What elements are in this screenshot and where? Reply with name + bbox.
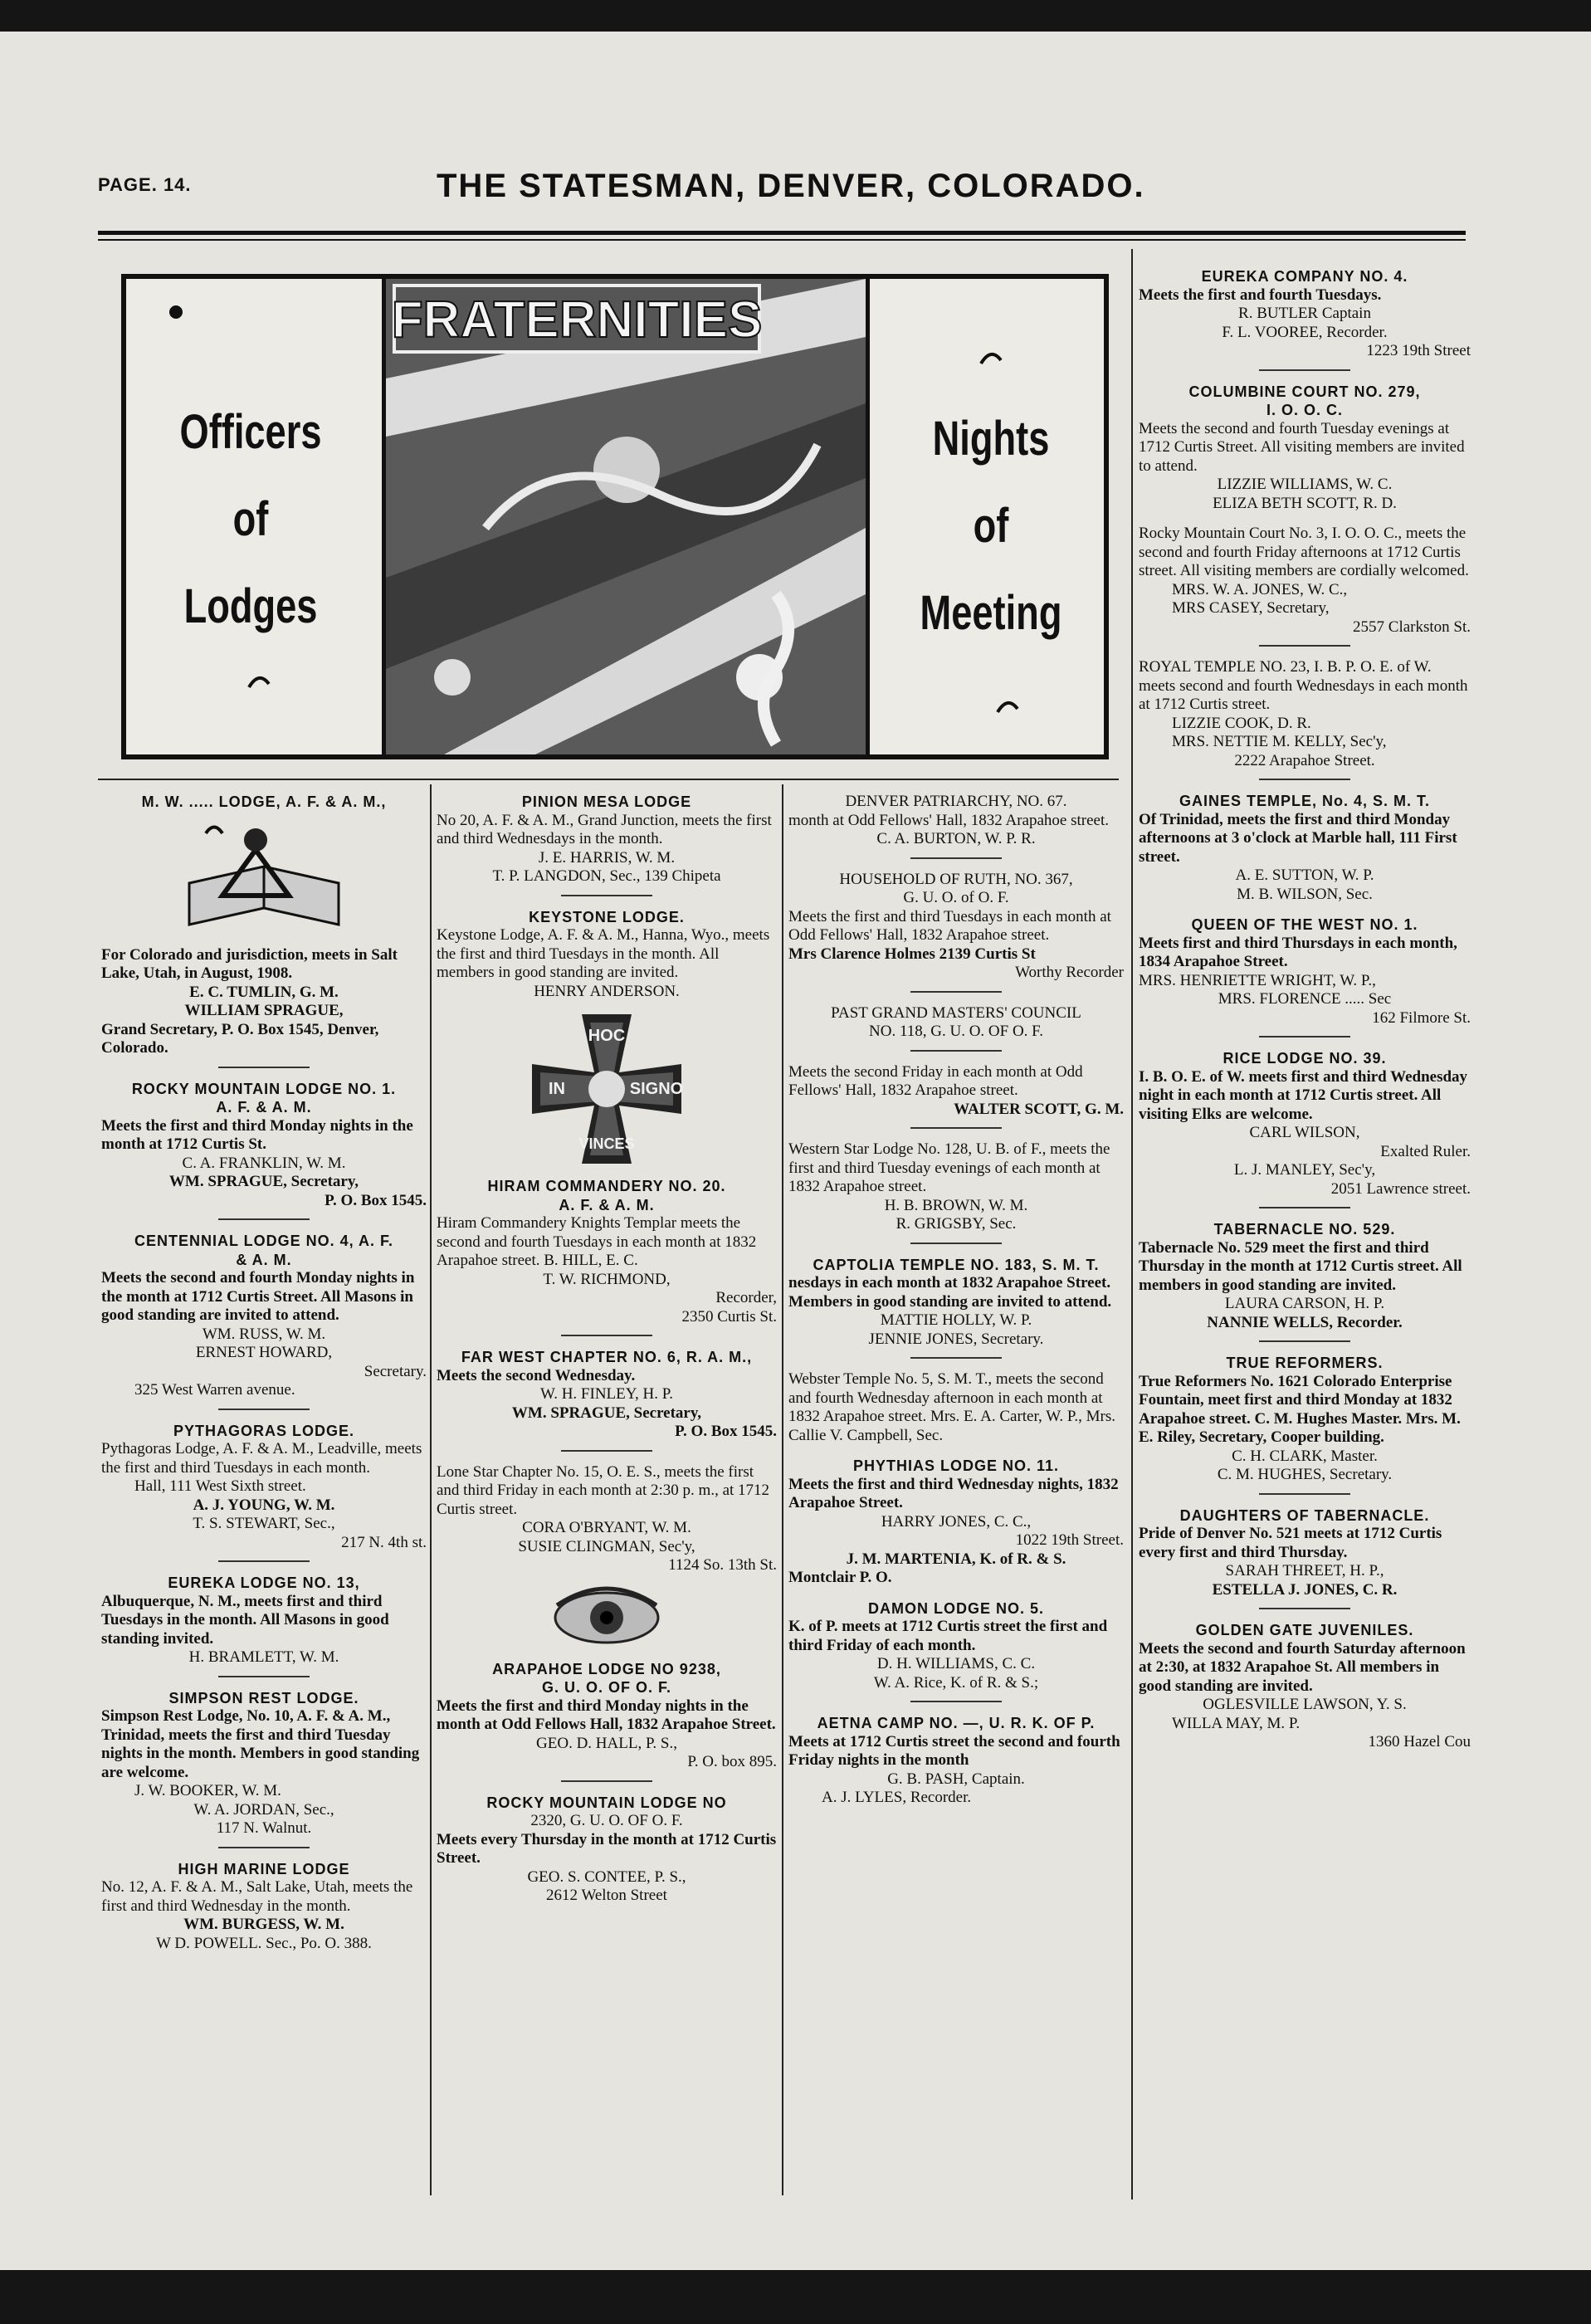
- lodge-heading: FAR WEST CHAPTER NO. 6, R. A. M.,: [461, 1349, 753, 1365]
- officer-line: PAST GRAND MASTERS' COUNCIL: [831, 1003, 1081, 1022]
- officer-line: F. L. VOOREE, Recorder.: [1222, 323, 1388, 341]
- meeting-notice: ROYAL TEMPLE NO. 23, I. B. P. O. E. of W. meets second and fourth Wednesdays in each month at 1712 Curtis street.: [1139, 658, 1468, 713]
- lodge-heading: ROCKY MOUNTAIN LODGE NO. 1.: [131, 1080, 397, 1097]
- officer-line: CORA O'BRYANT, W. M.: [522, 1519, 691, 1536]
- officer-line: E. C. TUMLIN, G. M.: [189, 983, 339, 1001]
- meeting-notice: Meets the second Wednesday.: [437, 1366, 636, 1384]
- section-divider: [561, 895, 652, 896]
- meeting-notice: MRS. HENRIETTE WRIGHT, W. P.,: [1139, 971, 1376, 989]
- officer-line: H. B. BROWN, W. M.: [884, 1196, 1028, 1214]
- meeting-notice: Meets the first and third Monday nights in the month at 1712 Curtis St.: [101, 1116, 413, 1153]
- lodge-heading: COLUMBINE COURT NO. 279,: [1188, 383, 1421, 400]
- meeting-notice: Lone Star Chapter No. 15, O. E. S., meets the first and third Friday in each month at 2:30 p. m., at 1712 Curtis street.: [437, 1462, 770, 1518]
- banner-left-line-1: Officers: [179, 405, 322, 459]
- officer-line: M. B. WILSON, Sec.: [1237, 885, 1373, 903]
- meeting-notice: MRS. NETTIE M. KELLY, Sec'y,: [1172, 733, 1387, 750]
- cross-motto-left: IN: [549, 1080, 565, 1098]
- lodge-heading: TRUE REFORMERS.: [1226, 1355, 1384, 1371]
- officer-line: C. A. FRANKLIN, W. M.: [182, 1154, 346, 1172]
- lodge-heading: AETNA CAMP NO. —, U. R. K. OF P.: [817, 1715, 1096, 1731]
- meeting-notice: Rocky Mountain Court No. 3, I. O. O. C., meets the second and fourth Friday afternoons at 1712 Curtis street. All visiting members are cordially welcomed.: [1139, 525, 1469, 579]
- meeting-notice: Pythagoras Lodge, A. F. & A. M., Leadville, meets the first and third Tuesdays in each month.: [101, 1440, 422, 1477]
- column-4: [1139, 267, 1471, 1752]
- address-line: 2350 Curtis St.: [681, 1307, 777, 1326]
- column-2: [437, 793, 777, 1906]
- lodge-heading: GAINES TEMPLE, No. 4, S. M. T.: [1179, 793, 1431, 809]
- officer-line: HARRY JONES, C. C.,: [881, 1512, 1032, 1531]
- lodge-heading: CAPTOLIA TEMPLE NO. 183, S. M. T.: [813, 1256, 1100, 1273]
- lodge-heading: PINION MESA LODGE: [521, 793, 692, 810]
- column-rule: [430, 784, 432, 2195]
- officer-line: W. A. JORDAN, Sec.,: [193, 1800, 334, 1819]
- section-divider: [910, 1701, 1002, 1702]
- meeting-notice: MRS CASEY, Secretary,: [1172, 599, 1330, 617]
- section-gap: [1139, 513, 1471, 525]
- officer-line: WM. BURGESS, W. M.: [183, 1916, 344, 1933]
- banner-left-line-2: of: [232, 492, 269, 546]
- lodge-heading: DAMON LODGE NO. 5.: [867, 1599, 1044, 1617]
- banner-right-panel: [866, 279, 1115, 754]
- meeting-notice: K. of P. meets at 1712 Curtis street the first and third Friday of each month.: [788, 1618, 1108, 1654]
- officer-line: WM. RUSS, W. M.: [202, 1325, 326, 1343]
- meeting-notice: Western Star Lodge No. 128, U. B. of F., meets the first and third Tuesday evenings of each month at 1832 Arapahoe street.: [788, 1140, 1110, 1195]
- meeting-notice: No 20, A. F. & A. M., Grand Junction, meets the first and third Wednesdays in the month.: [437, 811, 772, 847]
- officer-line: W. A. Rice, K. of R. & S.;: [873, 1673, 1039, 1692]
- meeting-notice: No. 12, A. F. & A. M., Salt Lake, Utah, meets the first and third Wednesday in the month.: [101, 1878, 413, 1915]
- officer-line: T. P. LANGDON, Sec., 139 Chipeta: [492, 867, 721, 885]
- meeting-notice: True Reformers No. 1621 Colorado Enterprise Fountain, meet first and third Monday at 1832 Arapahoe street. C. M. Hughes Master. Mrs. M. E. Riley, Secretary, Cooper building.: [1139, 1372, 1461, 1446]
- all-seeing-eye-icon: [544, 1580, 669, 1655]
- officer-line: MATTIE HOLLY, W. P.: [880, 1311, 1032, 1329]
- page-header: [98, 168, 1467, 211]
- officer-line: OGLESVILLE LAWSON, Y. S.: [1203, 1696, 1407, 1713]
- section-divider: [1259, 1493, 1350, 1495]
- address-line: 162 Filmore St.: [1372, 1008, 1471, 1027]
- lodge-heading: A. F. & A. M.: [216, 1099, 312, 1116]
- meeting-notice: Mrs Clarence Holmes 2139 Curtis St: [788, 945, 1036, 963]
- meeting-notice: J. W. BOOKER, W. M.: [134, 1782, 281, 1799]
- officer-line: DENVER PATRIARCHY, NO. 67.: [845, 793, 1067, 810]
- cross-motto-bottom: VINCES: [578, 1135, 635, 1152]
- officer-line: 2320, G. U. O. OF O. F.: [530, 1812, 683, 1829]
- meeting-notice: WILLA MAY, M. P.: [1172, 1714, 1301, 1732]
- lodge-heading: PYTHAGORAS LODGE.: [173, 1422, 354, 1439]
- lodge-heading: HIRAM COMMANDERY NO. 20.: [487, 1178, 726, 1194]
- officer-line: WILLIAM SPRAGUE,: [184, 1002, 344, 1019]
- officer-line: WM. SPRAGUE, Secretary,: [168, 1173, 359, 1190]
- address-line: 1360 Hazel Cou: [1368, 1733, 1471, 1750]
- banner-right-line-1: Nights: [932, 412, 1050, 466]
- section-divider: [910, 1357, 1002, 1359]
- templar-cross-icon: [524, 1006, 690, 1172]
- officer-line: J. M. MARTENIA, K. of R. & S.: [846, 1550, 1066, 1568]
- meeting-notice: Meets the first and fourth Tuesdays.: [1139, 286, 1382, 304]
- officer-line: HOUSEHOLD OF RUTH, NO. 367,: [839, 870, 1073, 888]
- address-line: 1124 So. 13th St.: [668, 1556, 777, 1574]
- meeting-notice: Hiram Commandery Knights Templar meets the second and fourth Tuesdays in each month at 1832 Arapahoe street. B. HILL, E. C.: [437, 1214, 757, 1269]
- lodge-heading: CENTENNIAL LODGE NO. 4, A. F.: [134, 1233, 394, 1249]
- meeting-notice: Grand Secretary, P. O. Box 1545, Denver, Colorado.: [101, 1020, 379, 1057]
- lodge-heading: EUREKA LODGE NO. 13,: [168, 1575, 360, 1591]
- officer-line: G. U. O. of O. F.: [903, 889, 1009, 906]
- officer-line: R. BUTLER Captain: [1238, 305, 1371, 322]
- officer-line: C. M. HUGHES, Secretary.: [1217, 1466, 1393, 1483]
- address-line: 1022 19th Street.: [1015, 1531, 1124, 1549]
- section-divider: [910, 1050, 1002, 1052]
- page-number: PAGE. 14.: [98, 174, 192, 195]
- officer-line: C. A. BURTON, W. P. R.: [876, 830, 1036, 847]
- address-line: WALTER SCOTT, G. M.: [954, 1100, 1124, 1118]
- officer-line: NANNIE WELLS, Recorder.: [1207, 1313, 1403, 1331]
- officer-line: J. E. HARRIS, W. M.: [538, 848, 676, 867]
- section-divider: [561, 1335, 652, 1336]
- lodge-heading: PHYTHIAS LODGE NO. 11.: [852, 1457, 1060, 1474]
- section-divider: [910, 1243, 1002, 1244]
- banner-right-line-3: Meeting: [920, 586, 1062, 640]
- officer-line: L. J. MANLEY, Sec'y,: [1233, 1161, 1376, 1179]
- address-line: 1223 19th Street: [1366, 342, 1471, 359]
- officer-line: ESTELLA J. JONES, C. R.: [1212, 1580, 1398, 1599]
- officer-line: A. E. SUTTON, W. P.: [1235, 867, 1374, 884]
- lodge-heading: GOLDEN GATE JUVENILES.: [1195, 1622, 1414, 1638]
- officer-line: C. H. CLARK, Master.: [1232, 1447, 1378, 1465]
- fraternities-illustration-icon: [386, 279, 866, 754]
- banner-left-line-3: Lodges: [183, 579, 318, 633]
- officer-line: GEO. S. CONTEE, P. S.,: [527, 1868, 686, 1886]
- lodge-heading: KEYSTONE LODGE.: [529, 908, 685, 925]
- meeting-notice: Of Trinidad, meets the first and third Monday afternoons at 3 o'clock at Marble hall, 111 First street.: [1139, 810, 1457, 866]
- section-divider: [218, 1847, 310, 1848]
- address-line: P. O. Box 1545.: [675, 1423, 777, 1440]
- section-divider: [218, 1218, 310, 1220]
- officer-line: LIZZIE WILLIAMS, W. C.: [1217, 476, 1393, 493]
- lodge-heading: SIMPSON REST LODGE.: [168, 1689, 359, 1706]
- column-1: [101, 793, 427, 1953]
- section-divider: [910, 857, 1002, 859]
- meeting-notice: MRS. W. A. JONES, W. C.,: [1172, 580, 1348, 598]
- column-3: [788, 793, 1124, 1808]
- header-rule-thin: [98, 239, 1466, 241]
- flourish-icon: [974, 345, 1008, 370]
- address-line: P. O. Box 1545.: [325, 1191, 427, 1209]
- address-line: 2051 Lawrence street.: [1330, 1179, 1471, 1198]
- meeting-notice: A. J. LYLES, Recorder.: [822, 1789, 972, 1806]
- officer-line: W. H. FINLEY, H. P.: [540, 1385, 673, 1403]
- meeting-notice: Webster Temple No. 5, S. M. T., meets the second and fourth Wednesday afternoon in each month at 1832 Arapahoe street. Mrs. E. A. Carter, W. P., Mrs. Callie V. Campbell, Sec.: [788, 1370, 1115, 1444]
- lodge-heading: ROCKY MOUNTAIN LODGE NO: [486, 1794, 727, 1811]
- banner-right-line-2: of: [973, 499, 1009, 553]
- officer-line: MRS. FLORENCE ..... Sec: [1218, 990, 1392, 1008]
- column-rule: [98, 779, 1119, 780]
- meeting-notice: 325 West Warren avenue.: [134, 1381, 295, 1399]
- section-divider: [910, 991, 1002, 993]
- address-line: Secretary.: [364, 1362, 427, 1380]
- section-gap: [1139, 904, 1471, 915]
- officer-line: H. BRAMLETT, W. M.: [188, 1648, 339, 1666]
- section-divider: [1259, 1608, 1350, 1609]
- officer-line: T. W. RICHMOND,: [543, 1270, 671, 1288]
- meeting-notice: Meets the second and fourth Tuesday evenings at 1712 Curtis Street. All visiting members are invited to attend.: [1139, 419, 1465, 475]
- meeting-notice: Keystone Lodge, A. F. & A. M., Hanna, Wyo., meets the first and third Tuesdays in the month. All members in good standing are invited.: [437, 926, 770, 981]
- banner-center-title: FRATERNITIES: [391, 291, 763, 349]
- cross-motto-right: SIGNO: [629, 1080, 684, 1098]
- officer-line: CARL WILSON,: [1249, 1124, 1360, 1141]
- meeting-notice: Albuquerque, N. M., meets first and third Tuesdays in the month. All Masons in good standing invited.: [101, 1592, 389, 1648]
- section-divider: [1259, 645, 1350, 647]
- meeting-notice: Simpson Rest Lodge, No. 10, A. F. & A. M., Trinidad, meets the first and third Tuesday nights in the month. Members in good standing are welcome.: [101, 1707, 420, 1781]
- officer-line: 2612 Welton Street: [546, 1887, 667, 1904]
- officer-line: A. J. YOUNG, W. M.: [193, 1496, 335, 1514]
- flourish-icon: [991, 694, 1024, 719]
- officer-line: 117 N. Walnut.: [216, 1819, 312, 1837]
- meeting-notice: Meets first and third Thursdays in each month, 1834 Arapahoe Street.: [1139, 934, 1457, 970]
- section-divider: [1259, 779, 1350, 780]
- address-line: Worthy Recorder: [1015, 964, 1124, 981]
- star-ornament-icon: [159, 295, 193, 329]
- lodge-heading: & A. M.: [236, 1251, 292, 1268]
- fraternities-banner: [121, 274, 1109, 759]
- officer-line: LAURA CARSON, H. P.: [1224, 1295, 1385, 1312]
- lodge-heading: HIGH MARINE LODGE: [178, 1860, 350, 1877]
- lodge-heading: G. U. O. OF O. F.: [541, 1679, 671, 1696]
- section-gap: [788, 1588, 1124, 1599]
- address-line: Exalted Ruler.: [1380, 1142, 1471, 1160]
- meeting-notice: For Colorado and jurisdiction, meets in Salt Lake, Utah, in August, 1908.: [101, 945, 398, 982]
- officer-line: NO. 118, G. U. O. OF O. F.: [869, 1023, 1043, 1040]
- address-line: 217 N. 4th st.: [341, 1533, 427, 1551]
- section-divider: [1259, 1340, 1350, 1342]
- meeting-notice: Pride of Denver No. 521 meets at 1712 Curtis every first and third Thursday.: [1139, 1525, 1442, 1561]
- cross-motto-top: HOC: [588, 1027, 626, 1045]
- section-divider: [1259, 1036, 1350, 1038]
- lodge-heading: A. F. & A. M.: [559, 1196, 655, 1213]
- address-line: P. O. box 895.: [687, 1753, 777, 1770]
- section-divider: [1259, 1207, 1350, 1208]
- officer-line: W D. POWELL. Sec., Po. O. 388.: [156, 1934, 372, 1952]
- officer-line: ERNEST HOWARD,: [195, 1344, 333, 1361]
- address-line: Recorder,: [715, 1289, 777, 1306]
- lodge-heading: TABERNACLE NO. 529.: [1213, 1221, 1396, 1238]
- officer-line: ELIZA BETH SCOTT, R. D.: [1213, 494, 1397, 512]
- lodge-heading: RICE LODGE NO. 39.: [1223, 1050, 1387, 1067]
- header-rule: [98, 231, 1466, 235]
- column-rule: [1131, 249, 1133, 2200]
- section-divider: [910, 1127, 1002, 1129]
- section-divider: [218, 1409, 310, 1410]
- section-divider: [1259, 369, 1350, 371]
- lodge-heading: EUREKA COMPANY NO. 4.: [1201, 268, 1408, 285]
- officer-line: JENNIE JONES, Secretary.: [868, 1330, 1044, 1348]
- officer-line: WM. SPRAGUE, Secretary,: [511, 1404, 702, 1422]
- lodge-heading: M. W. ..... LODGE, A. F. & A. M.,: [141, 793, 387, 810]
- section-divider: [561, 1780, 652, 1782]
- officer-line: SARAH THREET, H. P.,: [1225, 1562, 1384, 1579]
- meeting-notice: Meets the first and third Tuesdays in each month at Odd Fellows' Hall, 1832 Arapahoe street.: [788, 907, 1111, 944]
- meeting-notice: Hall, 111 West Sixth street.: [134, 1477, 306, 1495]
- meeting-notice: Meets the first and third Wednesday nights, 1832 Arapahoe Street.: [788, 1475, 1119, 1511]
- meeting-notice: Meets the second and fourth Monday nights in the month at 1712 Curtis Street. All Masons in good standing are invited to attend.: [101, 1269, 415, 1324]
- lodge-heading: I. O. O. C.: [1266, 402, 1343, 418]
- lodge-heading: QUEEN OF THE WEST NO. 1.: [1191, 916, 1418, 933]
- officer-line: SUSIE CLINGMAN, Sec'y,: [518, 1537, 695, 1555]
- meeting-notice: Tabernacle No. 529 meet the first and third Thursday in the month at 1712 Curtis street. All members in good standing are invited.: [1139, 1238, 1462, 1294]
- meeting-notice: I. B. O. E. of W. meets first and third Wednesday night in each month at 1712 Curtis street. All visiting Elks are welcome.: [1139, 1067, 1468, 1123]
- column-rule: [782, 784, 783, 2195]
- meeting-notice: Meets every Thursday in the month at 1712 Curtis Street.: [437, 1830, 777, 1867]
- meeting-notice: Montclair P. O.: [788, 1569, 892, 1586]
- banner-left-panel: [126, 279, 375, 754]
- meeting-notice: Meets at 1712 Curtis street the second and fourth Friday nights in the month: [788, 1732, 1120, 1769]
- officer-line: T. S. STEWART, Sec.,: [193, 1515, 335, 1532]
- officer-line: GEO. D. HALL, P. S.,: [536, 1734, 677, 1752]
- flourish-icon: [242, 669, 276, 694]
- section-gap: [788, 1445, 1124, 1457]
- lodge-heading: DAUGHTERS OF TABERNACLE.: [1179, 1506, 1430, 1524]
- banner-illustration: [382, 279, 870, 754]
- meeting-notice: month at Odd Fellows' Hall, 1832 Arapahoe street.: [788, 811, 1109, 829]
- meeting-notice: Meets the second and fourth Saturday afternoon at 2:30, at 1832 Arapahoe St. All members in good standing are invited.: [1139, 1639, 1466, 1695]
- address-line: 2557 Clarkston St.: [1353, 618, 1471, 636]
- officer-line: R. GRIGSBY, Sec.: [896, 1215, 1017, 1233]
- meeting-notice: LIZZIE COOK, D. R.: [1172, 714, 1311, 732]
- section-divider: [561, 1450, 652, 1452]
- meeting-notice: Meets the first and third Monday nights in the month at Odd Fellows Hall, 1832 Arapahoe Street.: [437, 1697, 776, 1733]
- officer-line: 2222 Arapahoe Street.: [1234, 751, 1375, 769]
- lodge-heading: ARAPAHOE LODGE NO 9238,: [492, 1660, 721, 1677]
- meeting-notice: nesdays in each month at 1832 Arapahoe Street. Members in good standing are invited to attend.: [788, 1274, 1112, 1311]
- section-divider: [218, 1676, 310, 1677]
- meeting-notice: Meets the second Friday in each month at Odd Fellows' Hall, 1832 Arapahoe street.: [788, 1062, 1083, 1099]
- officer-line: HENRY ANDERSON.: [534, 982, 680, 1000]
- newspaper-title: THE STATESMAN, DENVER, COLORADO.: [437, 168, 1145, 204]
- section-divider: [218, 1067, 310, 1068]
- masonic-bible-emblem-icon: [173, 817, 355, 941]
- section-divider: [218, 1560, 310, 1562]
- officer-line: D. H. WILLIAMS, C. C.: [876, 1655, 1036, 1672]
- officer-line: G. B. PASH, Captain.: [887, 1770, 1025, 1788]
